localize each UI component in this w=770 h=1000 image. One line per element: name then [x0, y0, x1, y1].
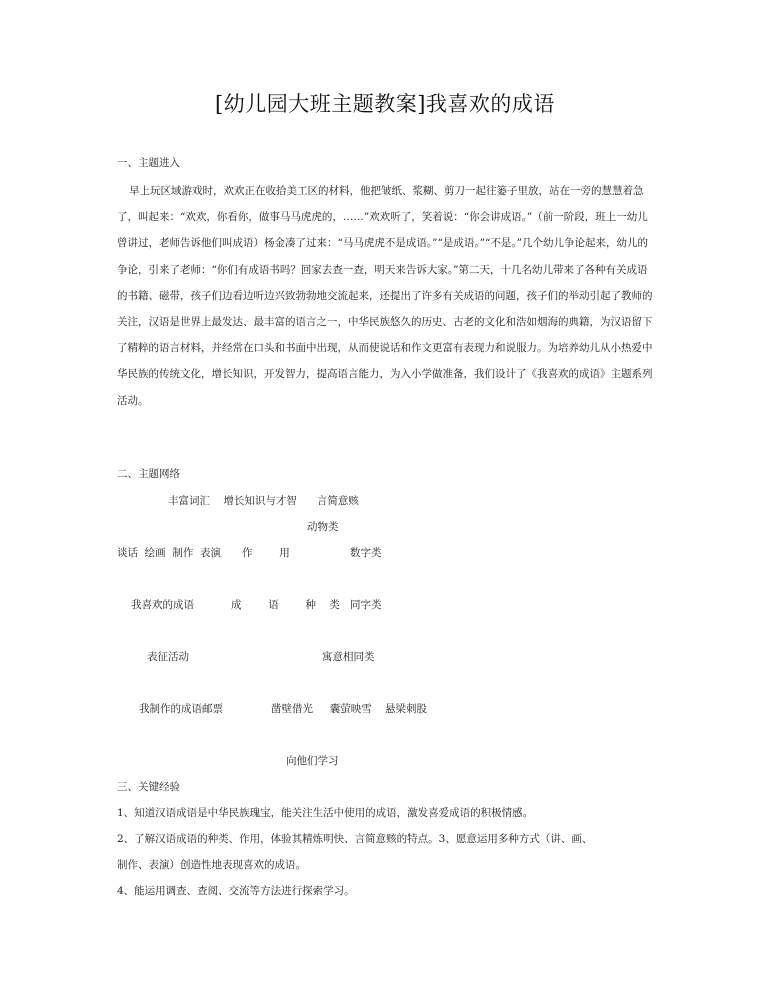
network-row-7: 向他们学习: [286, 755, 339, 767]
section-heading-network: 二、主题网络: [117, 468, 180, 480]
network-row-6-right: 凿壁借光 囊萤映雪 悬梁刺股: [271, 703, 428, 715]
section-heading-key-experience: 三、关键经验: [117, 781, 180, 793]
intro-paragraph-text: 早上玩区域游戏时，欢欢正在收拾美工区的材料，他把皱纸、浆糊、剪刀一起往篓子里放，站在一旁的慧慧着急了，叫起来：“欢欢，你看你，做事马马虎虎的，……”欢欢听了，笑着说：“你会讲成语。”（前一阶段，班上一幼儿曾讲过，老师告诉他们叫成语）杨金凑了过来：“马马虎虎不是成语。”“是成语。”“不是。”几个幼儿争论起来，幼儿的争论，引来了老师：“你们有成语书吗？回家去查一查，明天来告诉大家。”第二天，十几名幼儿带来了各种有关成语的书籍、磁带，孩子们边看边听边兴致勃勃地交流起来，还提出了许多有关成语的问题，孩子们的举动引起了教师的关注，汉语是世界上最发达、最丰富的语言之一，中华民族悠久的历史、古老的文化和浩如烟海的典籍，为汉语留下了精粹的语言材料，并经常在口头和书面中出现，从而使说话和作文更富有表现力和说服力。为培养幼儿从小热爱中华民族的传统文化，增长知识，开发智力，提高语言能力，为入小学做准备，我们设计了《我喜欢的成语》主题系列活动。: [117, 185, 653, 407]
network-row-4-left: 我喜欢的成语: [131, 599, 194, 611]
network-row-3-left: 谈话 绘画 制作 表演: [117, 547, 222, 559]
key-experience-item-1: 1、知道汉语成语是中华民族瑰宝，能关注生活中使用的成语，激发喜爱成语的积极情感。: [117, 807, 534, 819]
key-experience-item-2: 2、了解汉语成语的种类、作用，体验其精炼明快、言简意赅的特点。3、愿意运用多种方式（讲、画、: [117, 833, 593, 845]
network-row-6-left: 我制作的成语邮票: [139, 703, 223, 715]
document-title: [幼儿园大班主题教案]我喜欢的成语: [215, 92, 555, 116]
section-heading-intro: 一、主题进入: [117, 157, 180, 169]
network-row-3-right: 数字类: [350, 547, 382, 559]
intro-paragraph: [117, 178, 657, 414]
network-row-3-mid: 作 用: [242, 547, 290, 559]
network-row-2: 动物类: [307, 521, 339, 533]
network-row-4-right: 同字类: [350, 599, 382, 611]
network-row-1: 丰富词汇 增长知识与才智 言简意赅: [168, 495, 359, 507]
key-experience-item-4: 4、能运用调查、查阅、交流等方法进行探索学习。: [117, 885, 355, 897]
network-row-4-mid: 成 语 种 类: [231, 599, 340, 611]
network-row-5-right: 寓意相同类: [322, 651, 375, 663]
network-row-5-left: 表征活动: [147, 651, 189, 663]
key-experience-item-2-cont: 制作、表演）创造性地表现喜欢的成语。: [117, 859, 306, 871]
